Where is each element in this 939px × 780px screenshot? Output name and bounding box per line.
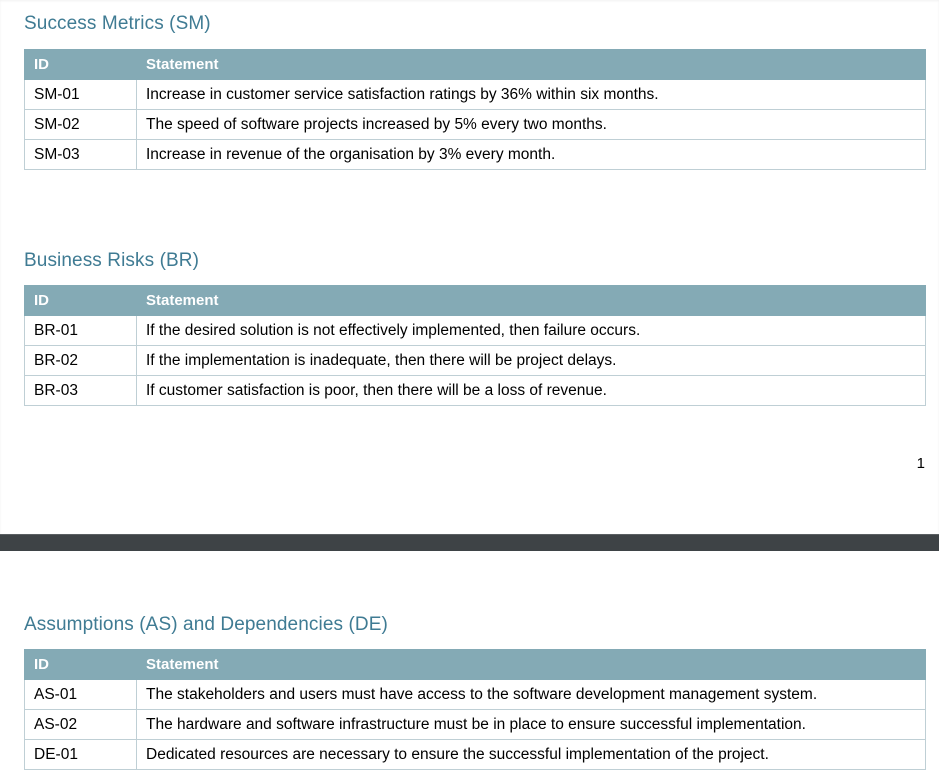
row-statement: Increase in customer service satisfaction ratings by 36% within six months. bbox=[137, 80, 926, 110]
document-page-2 bbox=[0, 551, 939, 780]
column-header-statement: Statement bbox=[137, 50, 926, 80]
section-title-assumptions-dependencies: Assumptions (AS) and Dependencies (DE) bbox=[24, 614, 388, 635]
assumptions-dependencies-table bbox=[24, 649, 926, 770]
table-row bbox=[25, 140, 926, 170]
row-statement: If the desired solution is not effectively implemented, then failure occurs. bbox=[137, 316, 926, 346]
page-number: 1 bbox=[916, 455, 925, 472]
page-separator bbox=[0, 534, 939, 552]
column-header-id: ID bbox=[25, 650, 137, 680]
row-id: AS-01 bbox=[25, 680, 137, 710]
row-id: BR-03 bbox=[25, 376, 137, 406]
table-row bbox=[25, 316, 926, 346]
table-row bbox=[25, 740, 926, 770]
section-title-success-metrics: Success Metrics (SM) bbox=[24, 13, 211, 34]
row-id: AS-02 bbox=[25, 710, 137, 740]
row-id: SM-02 bbox=[25, 110, 137, 140]
business-risks-table bbox=[24, 285, 926, 406]
row-id: BR-01 bbox=[25, 316, 137, 346]
table-row bbox=[25, 110, 926, 140]
table-header-row bbox=[25, 50, 926, 80]
row-id: SM-01 bbox=[25, 80, 137, 110]
row-id: SM-03 bbox=[25, 140, 137, 170]
table-header-row bbox=[25, 650, 926, 680]
table-header-row bbox=[25, 286, 926, 316]
row-statement: If customer satisfaction is poor, then there will be a loss of revenue. bbox=[137, 376, 926, 406]
success-metrics-table bbox=[24, 49, 926, 170]
row-id: BR-02 bbox=[25, 346, 137, 376]
row-statement: The hardware and software infrastructure must be in place to ensure successful implementation. bbox=[137, 710, 926, 740]
column-header-statement: Statement bbox=[137, 650, 926, 680]
row-statement: If the implementation is inadequate, then there will be project delays. bbox=[137, 346, 926, 376]
table-row bbox=[25, 80, 926, 110]
row-statement: The stakeholders and users must have access to the software development management system. bbox=[137, 680, 926, 710]
column-header-id: ID bbox=[25, 50, 137, 80]
column-header-statement: Statement bbox=[137, 286, 926, 316]
row-statement: Increase in revenue of the organisation by 3% every month. bbox=[137, 140, 926, 170]
table-row bbox=[25, 376, 926, 406]
table-row bbox=[25, 710, 926, 740]
row-statement: Dedicated resources are necessary to ensure the successful implementation of the project. bbox=[137, 740, 926, 770]
column-header-id: ID bbox=[25, 286, 137, 316]
row-id: DE-01 bbox=[25, 740, 137, 770]
table-row bbox=[25, 346, 926, 376]
section-title-business-risks: Business Risks (BR) bbox=[24, 250, 200, 271]
table-row bbox=[25, 680, 926, 710]
row-statement: The speed of software projects increased by 5% every two months. bbox=[137, 110, 926, 140]
